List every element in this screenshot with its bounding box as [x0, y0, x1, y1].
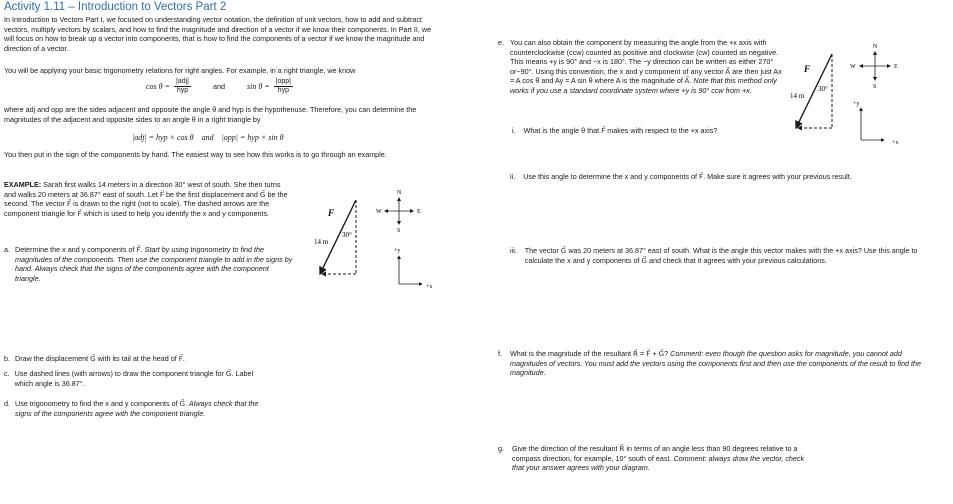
question-f-label: f.: [498, 349, 502, 358]
question-e-label: e.: [498, 38, 504, 47]
question-g-label: g.: [498, 444, 504, 453]
question-b-text: Draw the displacement G⃗ with its tail at the head of F⃗.: [15, 354, 185, 363]
question-e-i-label: i.: [512, 126, 516, 135]
page-title: Activity 1.11 – Introduction to Vectors Part 2: [4, 1, 227, 13]
right-axis-y-label: +y: [853, 101, 860, 107]
right-length-label: 14 m: [790, 92, 805, 100]
question-d-text: Use trigonometry to find the x and y components of G⃗.: [15, 399, 188, 408]
length-label: 14 m: [314, 238, 329, 246]
cos-fraction: [174, 78, 191, 95]
example-block: [4, 180, 292, 218]
cos-lhs: cos θ =: [146, 82, 170, 91]
question-e-ii: [510, 172, 940, 182]
right-axis-x-label: +x: [892, 140, 899, 146]
compass-e-label: E: [417, 209, 421, 215]
axis-y-label: +y: [394, 248, 401, 254]
cos-denominator: hyp: [176, 87, 189, 94]
cos-numerator: |adj|: [176, 78, 189, 85]
right-vector-f-label: F⃗: [804, 64, 818, 74]
question-c: [4, 369, 264, 388]
compass-n-label: N: [397, 190, 402, 196]
question-e-ii-label: ii.: [510, 172, 516, 181]
question-d-label: d.: [4, 399, 10, 408]
question-b: [4, 354, 264, 364]
question-e-i-text: What is the angle θ that F⃗ makes with respect to the +x axis?: [523, 126, 718, 135]
question-d: [4, 399, 264, 418]
question-f-comment: Comment: even though the question asks for magnitude, you cannot add magnitudes of vectors. You must add the vectors using the components first and then use the components of the result to find the magnitude.: [510, 349, 921, 378]
question-a-label: a.: [4, 245, 10, 254]
question-g-text: Give the direction of the resultant R⃗ in terms of an angle less than 90 degrees relative to a compass direction, for example, 10° south of east.: [512, 444, 798, 463]
intro-paragraph-2: You will be applying your basic trigonometry relations for right angles. For example, in a right triangle, we know: [4, 66, 356, 75]
question-e-iii-text: The vector G⃗ was 20 meters at 36.87° east of south. What is the angle this vector makes with the +x axis? Use this angle to calculate the x and y components of G⃗ and check that it agrees with your previous calculations.: [524, 246, 918, 265]
question-e-iii-label: iii.: [510, 246, 517, 255]
question-a-hint: Start by using trigonometry to find the magnitudes of the components. Then use the component triangle to add in the signs by hand. Always check that the signs of the components agree with the component triangle.: [15, 245, 293, 283]
question-b-label: b.: [4, 354, 10, 363]
trig-relations: [146, 78, 293, 95]
question-c-label: c.: [4, 369, 10, 378]
sin-lhs: sin θ =: [246, 82, 270, 91]
vector-diagram-left: [300, 182, 450, 292]
axis-x-label: +x: [426, 284, 433, 290]
intro-paragraph-1: In Introduction to Vectors Part I, we focused on understanding vector notation, the definition of unit vectors, how to add and subtract vectors, multiply vectors by scalars, and how to find the magnitude and direction of a vector if we know their components. In Part II, we will focus on how to break up a vector into components, that is how to find the components of a vector if we know the magnitude and direction of a vector.: [4, 15, 432, 53]
right-compass-n-label: N: [873, 44, 878, 50]
intro-paragraph-3: where adj and opp are the sides adjacent and opposite the angle θ and hyp is the hypothenuse. Therefore, you can determine the magnitudes of the adjacent and opposite sides to an angle θ in a right triangle by: [4, 105, 417, 124]
sin-fraction: [274, 78, 293, 95]
example-text: Sarah first walks 14 meters in a direction 30° west of south. She then turns and walks 20 meters at 36.87° east of south. Let F⃗ be the first displacement and G⃗ be the second. The vector F⃗ is drawn to the right (not to scale). The dashed arrows are the component triangle for F⃗ which is used to help you identify the x and y components.: [4, 180, 288, 218]
question-d-hint: Always check that the signs of the components agree with the component triangle.: [15, 399, 259, 418]
question-g: [498, 444, 818, 473]
question-e: [498, 38, 783, 96]
sin-denominator: hyp: [277, 87, 289, 94]
question-g-comment: Comment: always draw the vector, check that your answer agrees with your diagram.: [512, 453, 805, 473]
question-e-i: [512, 126, 792, 136]
question-a-text: Determine the x and y components of F⃗.: [15, 245, 143, 254]
compass-s-label: S: [397, 228, 401, 234]
right-compass-e-label: E: [894, 64, 898, 70]
component-formula: |adj| = hyp × cos θ and |opp| = hyp × sin θ: [132, 133, 284, 142]
question-e-note: Note that this method only works if you use a standard coordinate system where +y is 90° ccw from +x.: [510, 76, 777, 95]
intro-paragraph-4: You then put in the sign of the components by hand. The easiest way to see how this works is to go through an example.: [4, 150, 387, 159]
sin-numerator: |opp|: [275, 78, 291, 85]
question-c-text: Use dashed lines (with arrows) to draw the component triangle for G⃗. Label which angle is 36.87°.: [14, 369, 254, 388]
vector-f-label: F⃗: [328, 208, 342, 218]
right-angle-label: 30°: [818, 85, 828, 93]
question-a: [4, 245, 294, 283]
question-f-text: What is the magnitude of the resultant R⃗ = F⃗ + G⃗?: [510, 349, 669, 358]
question-f: [498, 349, 928, 378]
right-compass-w-label: W: [850, 64, 856, 70]
question-e-ii-text: Use this angle to determine the x and y components of F⃗. Make sure it agrees with your previous result.: [523, 172, 852, 181]
question-e-iii: [510, 246, 940, 265]
and-word: and: [212, 81, 225, 91]
compass-w-label: W: [376, 209, 382, 215]
right-compass-s-label: S: [873, 84, 877, 90]
vector-diagram-right: [784, 38, 934, 148]
angle-label: 30°: [342, 231, 352, 239]
example-label: EXAMPLE:: [4, 180, 42, 189]
question-e-text: You can also obtain the component by measuring the angle from the +x axis with counterclockwise (ccw) counted as positive and clockwise (cw) counted as negative. This means +y is 90° and −x is 180°. The −y direction can be written as either 270° or−90°. Using this convention, the x and y component of any vector A⃗ are then just Ax = A cos θ and Ay = A sin θ where A is the magnitude of A⃗.: [510, 38, 782, 86]
